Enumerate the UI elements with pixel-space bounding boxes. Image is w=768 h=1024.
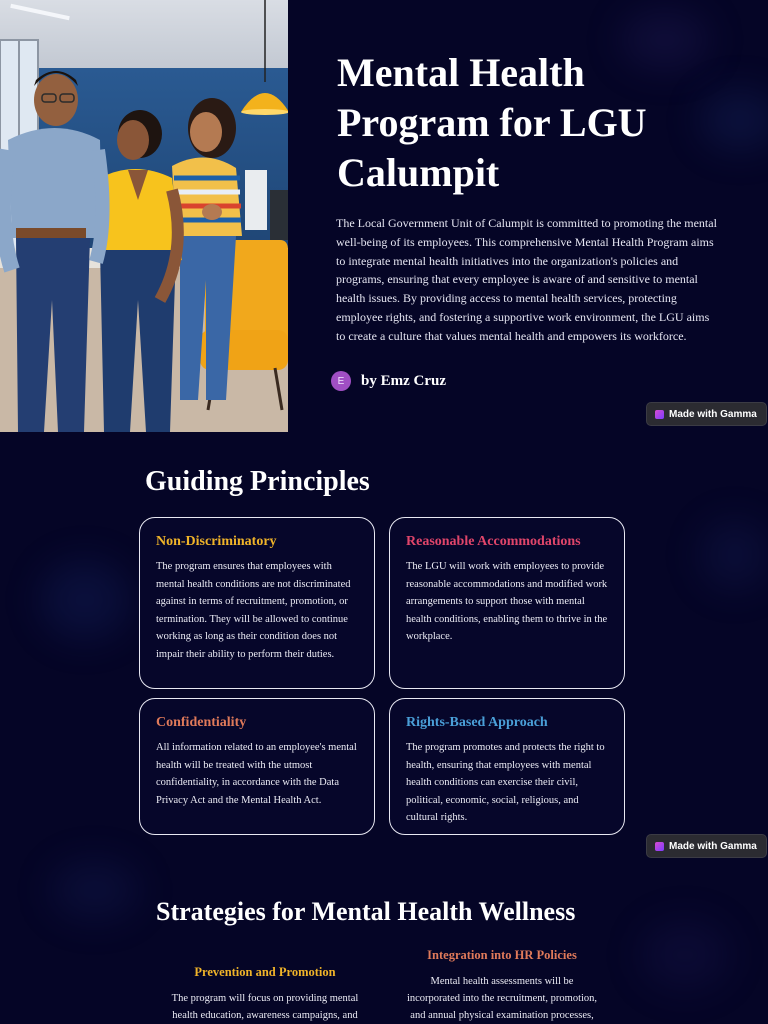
- background-glow: [640, 920, 730, 990]
- hero-description: The Local Government Unit of Calumpit is committed to promoting the mental well-being of its employees. This comprehensive Mental Health Program aims to integrate mental health initiatives into the organization's policies and programs, ensuring that every employee is aware of and sensitive to mental health issues. By providing access to mental health services, protecting employee rights, and fostering a supportive work environment, the LGU aims to create a culture that values mental health and empowers its workforce.: [336, 216, 717, 343]
- background-glow: [40, 560, 130, 640]
- principle-card-rights-based-approach: [389, 698, 625, 835]
- principle-card-reasonable-accommodations: [389, 517, 625, 689]
- hero-section: [0, 0, 768, 432]
- strategy-heading: Prevention and Promotion: [194, 965, 336, 979]
- gamma-logo-icon: [655, 410, 664, 419]
- background-glow: [700, 520, 768, 590]
- card-text: The LGU will work with employees to provide reasonable accommodations and modified work arrangements to support those with mental health conditions, enabling them to thrive in the workplace.: [406, 561, 608, 642]
- page-title: Mental Health Program for LGU Calumpit: [337, 50, 647, 195]
- background-glow: [50, 860, 140, 920]
- strategy-text: Mental health assessments will be incorporated into the recruitment, promotion, and annual physical examination processes,: [406, 976, 598, 1021]
- card-heading: Rights-Based Approach: [406, 715, 548, 730]
- made-with-gamma-badge[interactable]: [646, 834, 767, 858]
- badge-label: Made with Gamma: [669, 840, 757, 852]
- card-text: All information related to an employee's mental health will be treated with the utmost confidentiality, in accordance with the Data Privacy Act and the Mental Health Act.: [156, 742, 357, 806]
- author-name: by Emz Cruz: [361, 372, 446, 389]
- strategy-text: The program will focus on providing mental health education, awareness campaigns, and: [171, 993, 359, 1021]
- section-title: Guiding Principles: [145, 466, 370, 497]
- card-heading: Reasonable Accommodations: [406, 534, 581, 549]
- principle-card-confidentiality: [139, 698, 375, 835]
- section-title: Strategies for Mental Health Wellness: [156, 897, 576, 926]
- badge-label: Made with Gamma: [669, 408, 757, 420]
- card-heading: Confidentiality: [156, 715, 247, 730]
- hero-photo-employees: [0, 0, 288, 432]
- card-heading: Non-Discriminatory: [156, 534, 277, 549]
- principle-card-non-discriminatory: [139, 517, 375, 689]
- card-text: The program ensures that employees with mental health conditions are not discriminated against in terms of recruitment, promotion, or termination. They will be allowed to continue working as long as their condition does not impair their ability to perform their duties.: [156, 561, 351, 660]
- gamma-logo-icon: [655, 842, 664, 851]
- strategy-heading: Integration into HR Policies: [427, 948, 577, 962]
- made-with-gamma-badge[interactable]: [646, 402, 767, 426]
- author-byline: [331, 371, 446, 391]
- avatar: E: [331, 371, 351, 391]
- hero-photo-illustration: [0, 0, 288, 432]
- card-text: The program promotes and protects the right to health, ensuring that employees with mental health conditions can exercise their civil, political, economic, social, religious, and cultural rights.: [406, 742, 605, 823]
